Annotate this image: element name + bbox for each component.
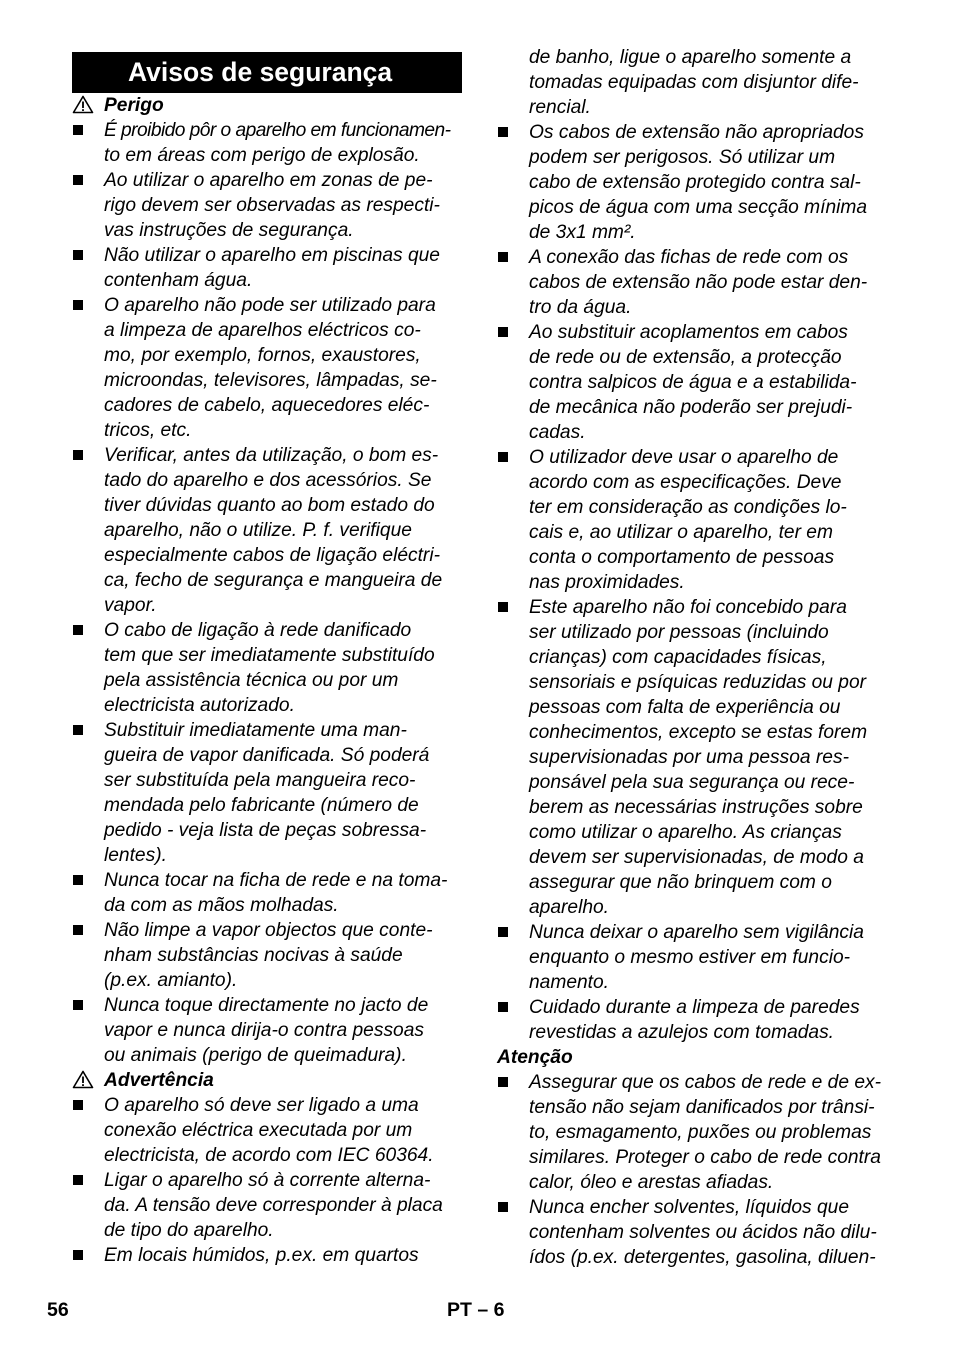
text-line: ídos (p.ex. detergentes, gasolina, diluen-: [529, 1247, 876, 1268]
text-line: contenham solventes ou ácidos não dilu-: [529, 1222, 877, 1243]
list-item: [497, 120, 889, 245]
square-bullet-icon: [498, 127, 508, 137]
text-line: (p.ex. amianto).: [104, 970, 238, 991]
warning-heading: [72, 1068, 462, 1093]
text-line: gueira de vapor danificada. Só poderá: [104, 745, 430, 766]
attention-heading: Atenção: [497, 1047, 573, 1068]
text-line: ponsável pela sua segurança ou rece-: [529, 772, 855, 793]
square-bullet-icon: [73, 925, 83, 935]
text-line: Substituir imediatamente uma man-: [104, 720, 407, 741]
text-line: acordo com as especificações. Deve: [529, 472, 842, 493]
right-column: [497, 45, 889, 1270]
square-bullet-icon: [73, 875, 83, 885]
text-line: da. A tensão deve corresponder à placa: [104, 1195, 443, 1216]
square-bullet-icon: [498, 1002, 508, 1012]
list-item: [72, 1093, 462, 1168]
list-item: [497, 445, 889, 595]
text-line: namento.: [529, 972, 610, 993]
text-line: Este aparelho não foi concebido para: [529, 597, 847, 618]
text-line: de banho, ligue o aparelho somente a: [529, 47, 852, 68]
square-bullet-icon: [73, 300, 83, 310]
square-bullet-icon: [73, 125, 83, 135]
text-line: tro da água.: [529, 297, 632, 318]
text-line: Ao utilizar o aparelho em zonas de pe-: [104, 170, 433, 191]
text-line: assegurar que não brinquem com o: [529, 872, 832, 893]
text-line: cabo de extensão protegido contra sal-: [529, 172, 861, 193]
text-line: sensoriais e psíquicas reduzidas ou por: [529, 672, 867, 693]
text-line: Ligar o aparelho só à corrente alterna-: [104, 1170, 431, 1191]
list-item: [72, 443, 462, 618]
text-line: cais e, ao utilizar o aparelho, ter em: [529, 522, 833, 543]
text-line: rencial.: [529, 97, 591, 118]
text-line: É proibido pôr o aparelho em funcionamen-: [104, 120, 451, 141]
warning-list: [72, 1093, 462, 1268]
warning-list-continued: [497, 120, 889, 1045]
text-line: pedido - veja lista de peças sobressa-: [104, 820, 427, 841]
danger-heading: [72, 93, 462, 118]
square-bullet-icon: [498, 452, 508, 462]
text-line: de mecânica não poderão ser prejudi-: [529, 397, 853, 418]
page-label: PT – 6: [447, 1299, 505, 1321]
square-bullet-icon: [73, 175, 83, 185]
text-line: ter em consideração as condições lo-: [529, 497, 847, 518]
continuation-text: [497, 45, 889, 120]
square-bullet-icon: [73, 1175, 83, 1185]
square-bullet-icon: [498, 1077, 508, 1087]
text-line: de rede ou de extensão, a protecção: [529, 347, 842, 368]
square-bullet-icon: [73, 725, 83, 735]
warning-heading-text: Advertência: [104, 1070, 214, 1091]
text-line: contenham água.: [104, 270, 253, 291]
text-line: como utilizar o aparelho. As crianças: [529, 822, 842, 843]
text-line: conta o comportamento de pessoas: [529, 547, 835, 568]
text-line: podem ser perigosos. Só utilizar um: [529, 147, 836, 168]
square-bullet-icon: [73, 250, 83, 260]
text-line: berem as necessárias instruções sobre: [529, 797, 863, 818]
square-bullet-icon: [73, 1000, 83, 1010]
text-line: devem ser supervisionadas, de modo a: [529, 847, 864, 868]
text-line: supervisionadas por uma pessoa res-: [529, 747, 849, 768]
text-line: Não limpe a vapor objectos que conte-: [104, 920, 433, 941]
list-item: [72, 1168, 462, 1243]
square-bullet-icon: [73, 450, 83, 460]
list-item: [72, 168, 462, 243]
text-line: especialmente cabos de ligação eléctri-: [104, 545, 440, 566]
text-line: O utilizador deve usar o aparelho de: [529, 447, 839, 468]
text-line: tado do aparelho e dos acessórios. Se: [104, 470, 432, 491]
text-line: cadores de cabelo, aquecedores eléc-: [104, 395, 430, 416]
text-line: pela assistência técnica ou por um: [104, 670, 399, 691]
square-bullet-icon: [498, 327, 508, 337]
text-line: mo, por exemplo, fornos, exaustores,: [104, 345, 421, 366]
list-item: [72, 1243, 462, 1268]
square-bullet-icon: [73, 1250, 83, 1260]
square-bullet-icon: [73, 625, 83, 635]
text-line: to, esmagamento, puxões ou problemas: [529, 1122, 872, 1143]
text-line: Nunca deixar o aparelho sem vigilância: [529, 922, 864, 943]
danger-heading-text: Perigo: [104, 95, 164, 116]
list-item: [497, 595, 889, 920]
text-line: to em áreas com perigo de explosão.: [104, 145, 420, 166]
list-item: [497, 920, 889, 995]
list-item: [497, 1195, 889, 1270]
text-line: a limpeza de aparelhos eléctricos co-: [104, 320, 421, 341]
list-item: [72, 718, 462, 868]
list-item: [72, 293, 462, 443]
text-line: ser substituída pela mangueira reco-: [104, 770, 416, 791]
text-line: da com as mãos molhadas.: [104, 895, 339, 916]
text-line: O aparelho não pode ser utilizado para: [104, 295, 436, 316]
list-item: [72, 243, 462, 293]
text-line: calor, óleo e arestas afiadas.: [529, 1172, 774, 1193]
text-line: aparelho, não o utilize. P. f. verifique: [104, 520, 412, 541]
text-line: mendada pelo fabricante (número de: [104, 795, 419, 816]
square-bullet-icon: [498, 252, 508, 262]
text-line: A conexão das fichas de rede com os: [529, 247, 849, 268]
text-line: Nunca encher solventes, líquidos que: [529, 1197, 849, 1218]
text-line: revestidas a azulejos com tomadas.: [529, 1022, 835, 1043]
text-line: crianças) com capacidades físicas,: [529, 647, 827, 668]
text-line: electricista autorizado.: [104, 695, 295, 716]
text-line: rigo devem ser observadas as respecti-: [104, 195, 440, 216]
text-line: tem que ser imediatamente substituído: [104, 645, 435, 666]
text-line: cabos de extensão não pode estar den-: [529, 272, 868, 293]
text-line: aparelho.: [529, 897, 610, 918]
text-line: Nunca toque directamente no jacto de: [104, 995, 429, 1016]
text-line: Não utilizar o aparelho em piscinas que: [104, 245, 440, 266]
text-line: Ao substituir acoplamentos em cabos: [529, 322, 848, 343]
list-item: [72, 993, 462, 1068]
text-line: vapor e nunca dirija-o contra pessoas: [104, 1020, 424, 1041]
warning-triangle-icon: [72, 1070, 94, 1089]
text-line: tensão não sejam danificados por trânsi-: [529, 1097, 875, 1118]
text-line: O aparelho só deve ser ligado a uma: [104, 1095, 419, 1116]
text-line: electricista, de acordo com IEC 60364.: [104, 1145, 434, 1166]
text-line: tomadas equipadas com disjuntor dife-: [529, 72, 859, 93]
left-column: [72, 45, 462, 1268]
text-line: de tipo do aparelho.: [104, 1220, 274, 1241]
text-line: Nunca tocar na ficha de rede e na toma-: [104, 870, 448, 891]
list-item: [497, 1070, 889, 1195]
text-line: ou animais (perigo de queimadura).: [104, 1045, 407, 1066]
square-bullet-icon: [498, 1202, 508, 1212]
text-line: lentes).: [104, 845, 167, 866]
warning-triangle-icon: [72, 95, 94, 114]
text-line: cadas.: [529, 422, 586, 443]
section-title: Avisos de segurança: [72, 52, 462, 93]
text-line: Verificar, antes da utilização, o bom es-: [104, 445, 439, 466]
text-line: similares. Proteger o cabo de rede contra: [529, 1147, 881, 1168]
text-line: nas proximidades.: [529, 572, 685, 593]
text-line: Em locais húmidos, p.ex. em quartos: [104, 1245, 419, 1266]
text-line: Os cabos de extensão não apropriados: [529, 122, 864, 143]
text-line: Cuidado durante a limpeza de paredes: [529, 997, 860, 1018]
square-bullet-icon: [498, 927, 508, 937]
text-line: enquanto o mesmo estiver em funcio-: [529, 947, 851, 968]
text-line: contra salpicos de água e a estabilida-: [529, 372, 857, 393]
text-line: microondas, televisores, lâmpadas, se-: [104, 370, 437, 391]
list-item: [72, 868, 462, 918]
text-line: O cabo de ligação à rede danificado: [104, 620, 412, 641]
text-line: ser utilizado por pessoas (incluindo: [529, 622, 829, 643]
text-line: conhecimentos, excepto se estas forem: [529, 722, 868, 743]
list-item: [497, 245, 889, 320]
text-line: vapor.: [104, 595, 157, 616]
text-line: conexão eléctrica executada por um: [104, 1120, 413, 1141]
list-item: [72, 118, 462, 168]
text-line: vas instruções de segurança.: [104, 220, 354, 241]
square-bullet-icon: [73, 1100, 83, 1110]
text-line: Assegurar que os cabos de rede e de ex-: [529, 1072, 881, 1093]
list-item: [497, 320, 889, 445]
list-item: [72, 618, 462, 718]
attention-list: [497, 1070, 889, 1270]
danger-list: [72, 118, 462, 1068]
text-line: ca, fecho de segurança e mangueira de: [104, 570, 443, 591]
page-number: 56: [47, 1299, 69, 1321]
text-line: picos de água com uma secção mínima: [529, 197, 868, 218]
text-line: pessoas com falta de experiência ou: [529, 697, 841, 718]
list-item: [72, 918, 462, 993]
square-bullet-icon: [498, 602, 508, 612]
text-line: tiver dúvidas quanto ao bom estado do: [104, 495, 435, 516]
list-item: [497, 995, 889, 1045]
text-line: de 3x1 mm².: [529, 222, 636, 243]
text-line: tricos, etc.: [104, 420, 192, 441]
text-line: nham substâncias nocivas à saúde: [104, 945, 403, 966]
